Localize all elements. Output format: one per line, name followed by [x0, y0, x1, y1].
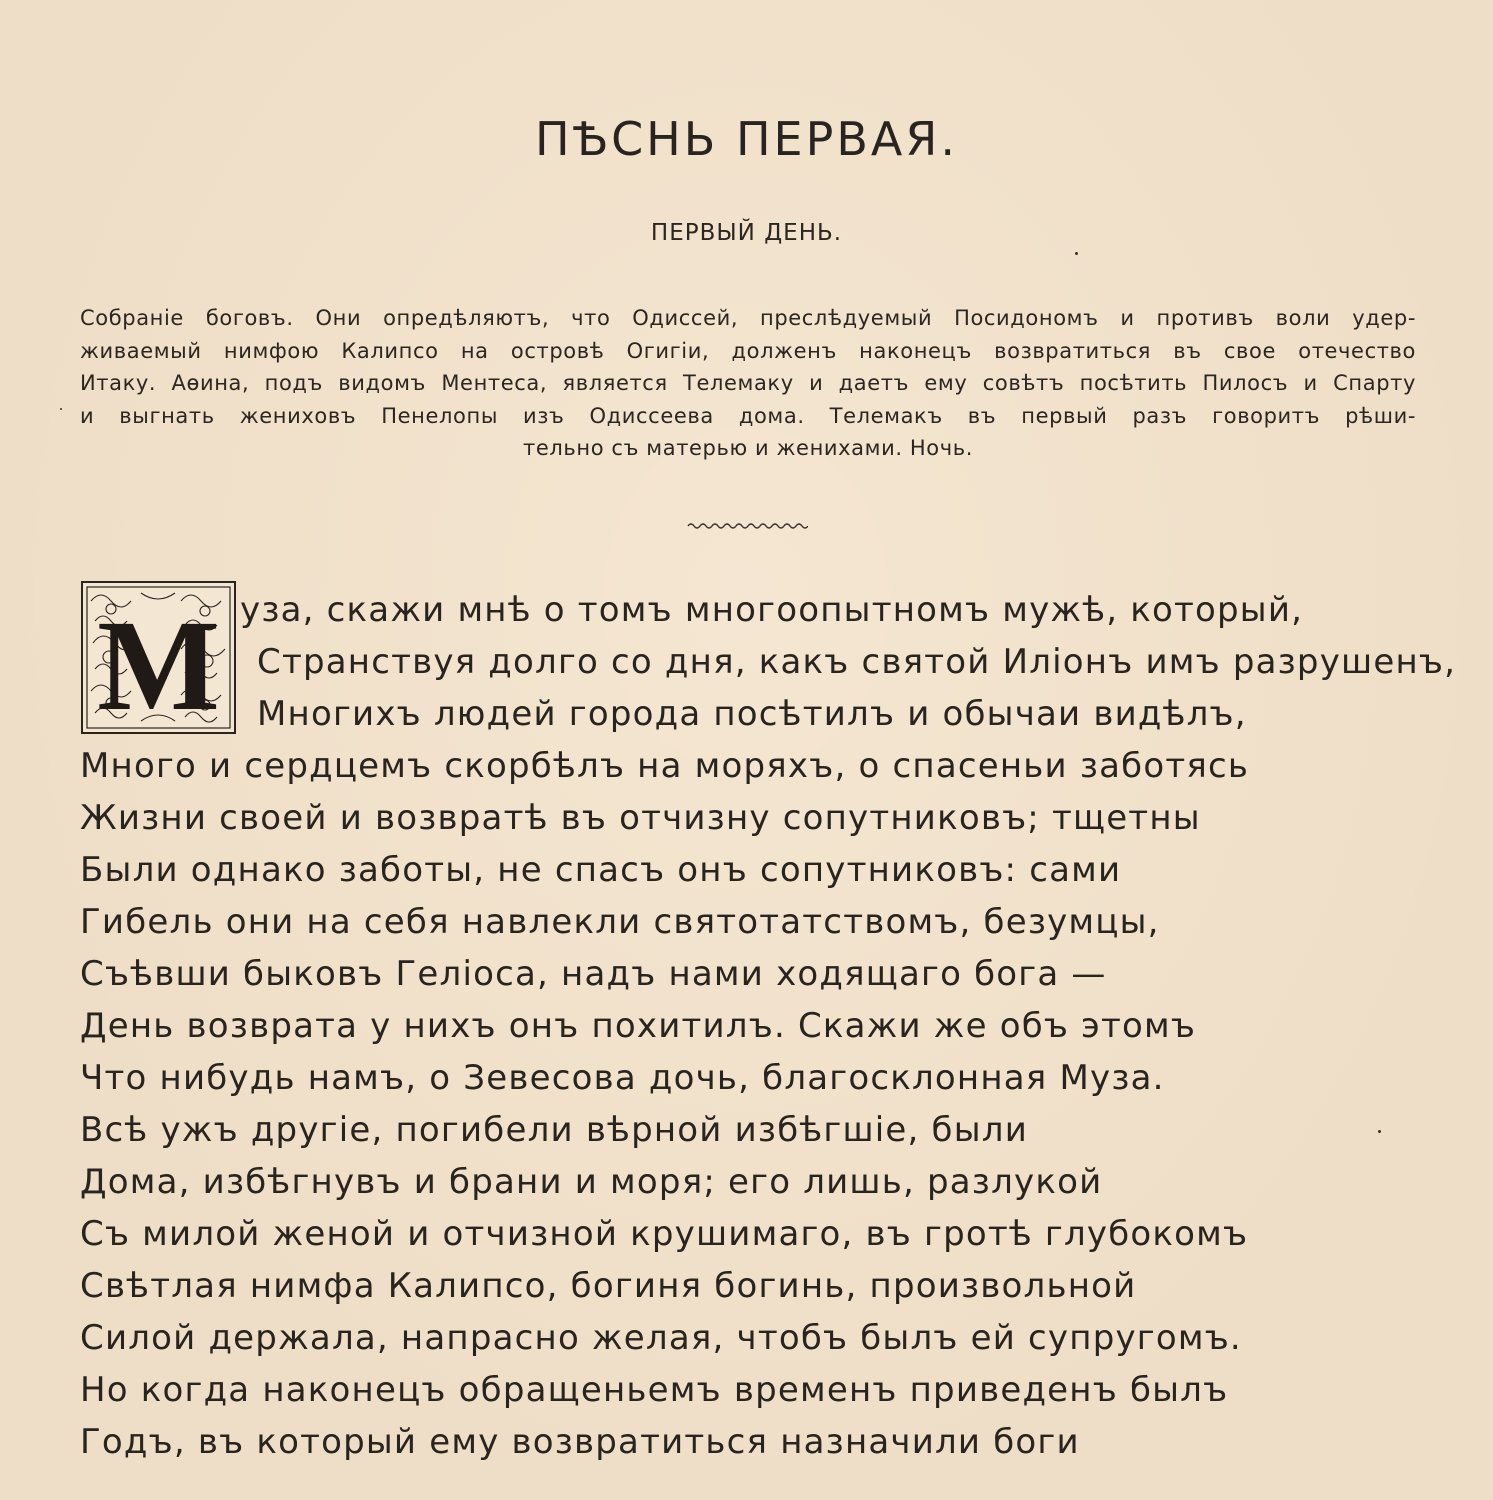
dropcap-letter: M: [97, 594, 220, 734]
argument-line: тельно съ матерью и женихами. Ночь.: [523, 436, 973, 460]
verse-line: Силой держала, напрасно желая, чтобъ былъ ей супругомъ.: [80, 1318, 1242, 1358]
argument-line: живаемый нимфою Калипсо на островѣ Огигіи, долженъ наконецъ возвратиться въ свое отечество: [80, 338, 1416, 363]
verse-line: Свѣтлая нимфа Калипсо, богиня богинь, произвольной: [80, 1266, 1137, 1306]
verse-line: Съ милой женой и отчизной крушимаго, въ гротѣ глубокомъ: [80, 1214, 1249, 1254]
argument-line: Собраніе боговъ. Они опредѣляютъ, что Одиссей, преслѣдуемый Посидономъ и противъ воли удер-: [80, 306, 1416, 330]
verse-line: Гибель они на себя навлекли святотатствомъ, безумцы,: [80, 902, 1160, 942]
verse-line: Съѣвши быковъ Геліоса, надъ нами ходящаго бога —: [80, 954, 1107, 994]
wavy-divider-ornament: [686, 518, 808, 534]
verse-line: Странствуя долго со дня, какъ святой Иліонъ имъ разрушенъ,: [257, 642, 1457, 682]
chapter-title: ПѢСНЬ ПЕРВАЯ.: [535, 112, 958, 166]
paper-speck: [1075, 252, 1078, 255]
argument-line: Итаку. Аѳина, подъ видомъ Ментеса, является Телемаку и даетъ ему совѣтъ посѣтить Пилосъ и Спарту: [80, 371, 1416, 395]
verse-line: Были однако заботы, не спасъ онъ сопутниковъ: сами: [80, 850, 1122, 890]
verse-line: Много и сердцемъ скорбѣлъ на моряхъ, о спасеньи заботясь: [80, 746, 1250, 786]
argument-line: и выгнать жениховъ Пенелопы изъ Одиссеева дома. Телемакъ въ первый разъ говоритъ рѣши-: [80, 403, 1416, 428]
verse-line: День возврата у нихъ онъ похитилъ. Скажи же объ этомъ: [80, 1006, 1197, 1046]
verse-line: Дома, избѣгнувъ и брани и моря; его лишь, разлукой: [80, 1162, 1103, 1202]
verse-line: Что нибудь намъ, о Зевесова дочь, благосклонная Муза.: [80, 1058, 1165, 1098]
verse-line: уза, скажи мнѣ о томъ многоопытномъ мужѣ, который,: [240, 590, 1304, 630]
paper-speck: [60, 408, 62, 410]
paper-speck: [1378, 1130, 1381, 1133]
chapter-subtitle: ПЕРВЫЙ ДЕНЬ.: [650, 220, 843, 246]
verse-line: Многихъ людей города посѣтилъ и обычаи видѣлъ,: [257, 694, 1247, 734]
decorated-initial: [81, 581, 236, 734]
verse-line: Но когда наконецъ обращеньемъ временъ приведенъ былъ: [80, 1370, 1229, 1410]
verse-line: Всѣ ужъ другіе, погибели вѣрной избѣгшіе, были: [80, 1110, 1028, 1150]
chapter-argument: [80, 302, 1416, 465]
verse-line: Жизни своей и возвратѣ въ отчизну сопутниковъ; тщетны: [80, 798, 1201, 838]
ornamental-initial-icon: [81, 581, 236, 734]
verse-line: Годъ, въ который ему возвратиться назначили боги: [80, 1422, 1080, 1462]
